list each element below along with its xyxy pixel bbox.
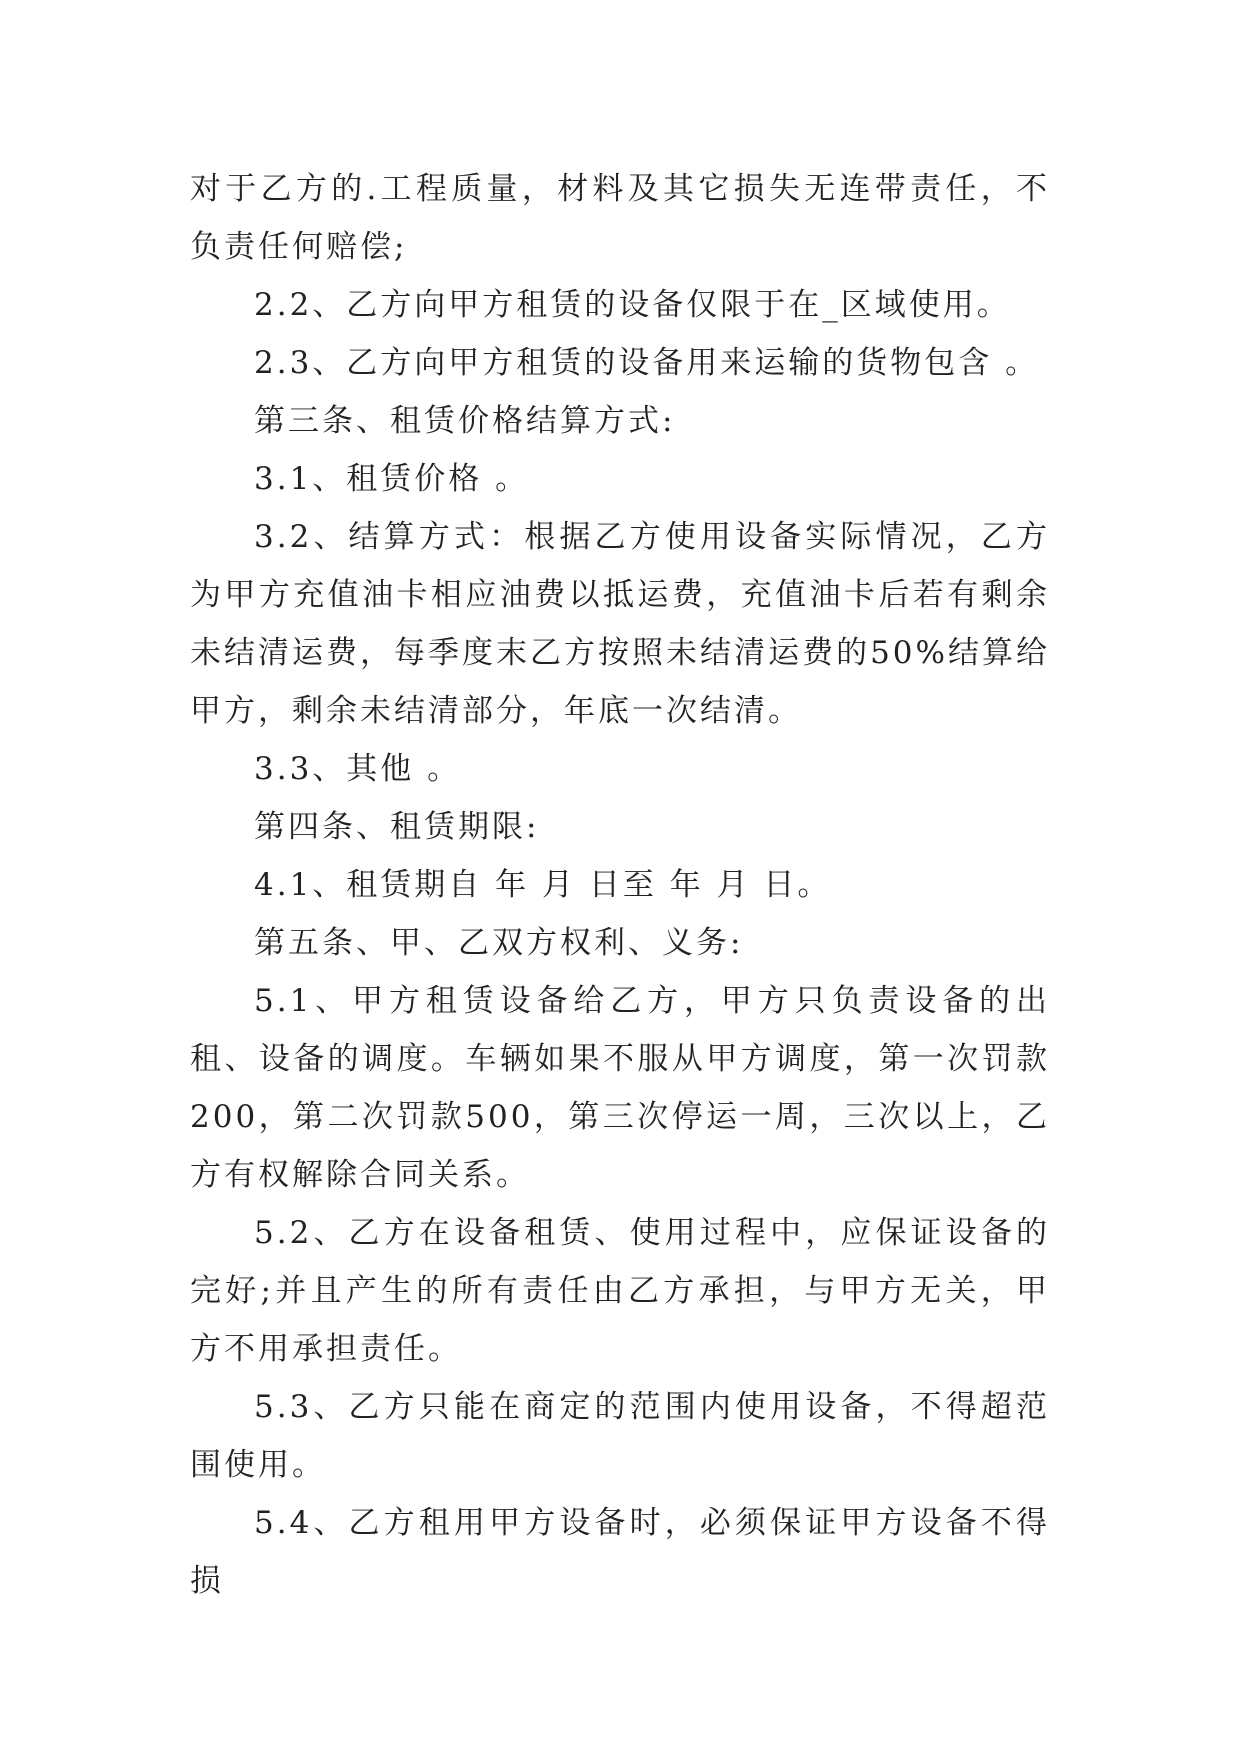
paragraph: 第四条、租赁期限:: [254, 809, 540, 845]
paragraph: 5.2、乙方在设备租赁、使用过程中，应保证设备的完好;并且产生的所有责任由乙方承担，与甲方无关，甲方不用承担责任。: [190, 1215, 1050, 1367]
paragraph: 5.4、乙方租用甲方设备时，必须保证甲方设备不得损: [190, 1505, 1050, 1599]
paragraph: 第三条、租赁价格结算方式:: [254, 403, 676, 439]
paragraph: 3.2、结算方式：根据乙方使用设备实际情况，乙方为甲方充值油卡相应油费以抵运费，充值油卡后若有剩余未结清运费，每季度末乙方按照未结清运费的50%结算给甲方，剩余未结清部分，年底一次结清。: [190, 519, 1050, 729]
paragraph: 5.3、乙方只能在商定的范围内使用设备，不得超范围使用。: [190, 1389, 1050, 1483]
paragraph: 2.3、乙方向甲方租赁的设备用来运输的货物包含 。: [254, 345, 1040, 381]
paragraph: 4.1、租赁期自 年 月 日至 年 月 日。: [254, 867, 832, 903]
paragraph: 对于乙方的.工程质量，材料及其它损失无连带责任，不负责任何赔偿;: [190, 171, 1050, 265]
paragraph: 3.3、其他 。: [254, 751, 462, 787]
document-body: [190, 160, 1050, 1610]
paragraph: 3.1、租赁价格 。: [254, 461, 530, 497]
paragraph: 2.2、乙方向甲方租赁的设备仅限于在_区域使用。: [254, 287, 1011, 323]
paragraph: 第五条、甲、乙双方权利、义务:: [254, 925, 744, 961]
paragraph: 5.1、甲方租赁设备给乙方，甲方只负责设备的出租、设备的调度。车辆如果不服从甲方调度，第一次罚款200，第二次罚款500，第三次停运一周，三次以上，乙方有权解除合同关系。: [190, 983, 1050, 1193]
